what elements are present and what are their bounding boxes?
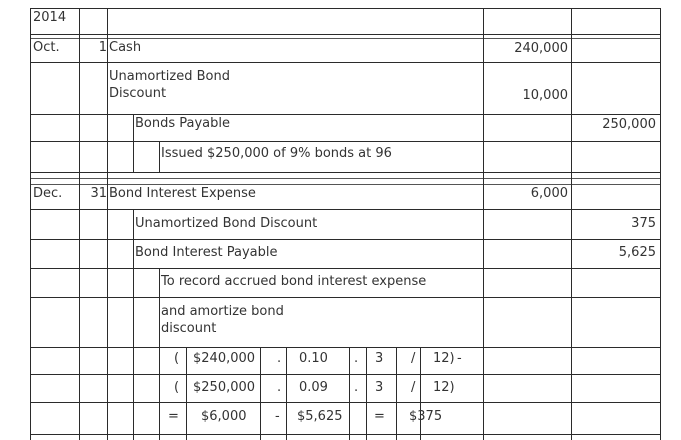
calc-r3-payable: $5,625 bbox=[297, 409, 343, 424]
calc-border bbox=[420, 347, 421, 440]
entry2-explanation-line2: and amortize bond discount bbox=[161, 304, 284, 336]
entry1-month: Oct. bbox=[33, 40, 60, 55]
entry2-account-expense: Bond Interest Expense bbox=[109, 186, 256, 201]
calc-r2-divide: / bbox=[411, 380, 416, 395]
entry2-day: 31 bbox=[90, 186, 107, 201]
indent-border bbox=[159, 141, 160, 172]
entry1-credit-bonds: 250,000 bbox=[602, 117, 656, 132]
row-border bbox=[30, 239, 660, 240]
indent-border bbox=[159, 268, 160, 440]
calc-r2-times-1: . bbox=[277, 380, 282, 395]
entry1-debit-cash: 240,000 bbox=[514, 41, 568, 56]
row-border bbox=[30, 38, 660, 39]
calc-r2-months: 3 bbox=[375, 380, 384, 395]
entry1-debit-discount: 10,000 bbox=[522, 88, 568, 103]
calc-r1-months: 3 bbox=[375, 351, 384, 366]
calc-r2-times-2: . bbox=[354, 380, 359, 395]
calc-r1-amount: $240,000 bbox=[193, 351, 256, 366]
indent-border bbox=[133, 114, 134, 172]
calc-border bbox=[286, 347, 287, 440]
calc-r3-equals-2: = bbox=[374, 409, 385, 424]
calc-r3-equals: = bbox=[168, 409, 179, 424]
entry2-debit-expense: 6,000 bbox=[530, 186, 568, 201]
calc-border bbox=[349, 347, 350, 440]
row-border bbox=[30, 62, 660, 63]
column-border bbox=[571, 8, 572, 440]
calc-border bbox=[260, 347, 261, 440]
calc-r3-minus: - bbox=[275, 409, 280, 424]
column-border bbox=[483, 8, 484, 440]
row-border bbox=[30, 268, 660, 269]
calc-r1-open-paren: ( bbox=[174, 351, 180, 366]
row-border bbox=[30, 172, 660, 173]
row-border bbox=[30, 434, 660, 435]
calc-r1-divide: / bbox=[411, 351, 416, 366]
indent-border bbox=[133, 209, 134, 440]
calc-r2-year-months: 12) bbox=[433, 380, 455, 395]
entry2-explanation-line1: To record accrued bond interest expense bbox=[161, 274, 427, 289]
entry2-credit-payable: 5,625 bbox=[618, 245, 656, 260]
entry2-month: Dec. bbox=[33, 186, 63, 201]
entry1-explanation: Issued $250,000 of 9% bonds at 96 bbox=[161, 146, 392, 161]
row-border bbox=[30, 374, 660, 375]
row-border bbox=[30, 114, 660, 115]
row-border bbox=[30, 8, 660, 9]
calc-border bbox=[366, 347, 367, 440]
entry1-account-bonds: Bonds Payable bbox=[135, 116, 231, 131]
calc-r2-open-paren: ( bbox=[174, 380, 180, 395]
calc-r1-times-1: . bbox=[277, 351, 282, 366]
column-border bbox=[660, 8, 661, 440]
calc-r3-amortization: $375 bbox=[409, 409, 443, 424]
calc-r1-rate: 0.10 bbox=[299, 351, 328, 366]
row-border bbox=[30, 141, 660, 142]
calc-r2-rate: 0.09 bbox=[299, 380, 328, 395]
entry2-account-discount: Unamortized Bond Discount bbox=[135, 216, 318, 231]
calc-r1-minus: - bbox=[457, 351, 462, 366]
row-border bbox=[30, 34, 660, 35]
calc-r2-amount: $250,000 bbox=[193, 380, 256, 395]
row-border bbox=[30, 209, 660, 210]
row-border bbox=[30, 297, 660, 298]
column-border bbox=[107, 8, 108, 440]
calc-r1-year-months: 12) bbox=[433, 351, 455, 366]
row-border bbox=[30, 402, 660, 403]
entry2-credit-discount: 375 bbox=[631, 216, 656, 231]
calc-r1-times-2: . bbox=[354, 351, 359, 366]
row-border bbox=[30, 347, 660, 348]
column-border bbox=[79, 8, 80, 440]
year-label: 2014 bbox=[33, 10, 67, 25]
row-border bbox=[30, 178, 660, 179]
entry1-account-cash: Cash bbox=[109, 40, 142, 55]
calc-r3-expense: $6,000 bbox=[201, 409, 247, 424]
entry2-account-payable: Bond Interest Payable bbox=[135, 245, 278, 260]
column-border bbox=[30, 8, 31, 440]
entry1-account-discount: Unamortized Bond Discount bbox=[109, 69, 230, 101]
entry1-day: 1 bbox=[98, 40, 107, 55]
row-border bbox=[30, 184, 660, 185]
calc-border bbox=[396, 347, 397, 440]
calc-border bbox=[186, 347, 187, 440]
